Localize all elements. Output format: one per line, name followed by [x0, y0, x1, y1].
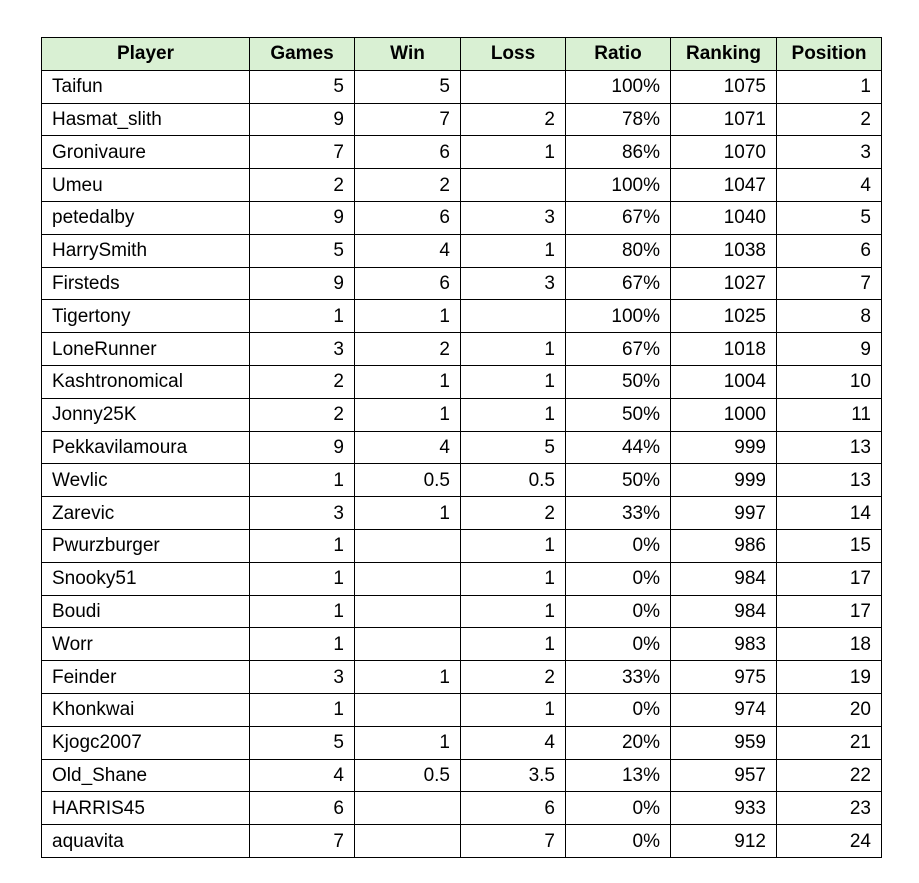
cell-ranking: 986: [671, 529, 777, 562]
cell-ranking: 1025: [671, 300, 777, 333]
column-header-loss: Loss: [461, 38, 566, 71]
cell-player: Worr: [42, 628, 250, 661]
table-row: [42, 562, 882, 595]
column-header-position: Position: [777, 38, 882, 71]
cell-loss: 1: [461, 628, 566, 661]
cell-position: 2: [777, 103, 882, 136]
cell-player: Wevlic: [42, 464, 250, 497]
cell-win: 6: [355, 201, 461, 234]
cell-ratio: 0%: [566, 792, 671, 825]
cell-player: Gronivaure: [42, 136, 250, 169]
cell-ranking: 997: [671, 497, 777, 530]
cell-position: 3: [777, 136, 882, 169]
table-body: [42, 70, 882, 857]
cell-ranking: 975: [671, 661, 777, 694]
cell-ranking: 974: [671, 693, 777, 726]
cell-position: 13: [777, 464, 882, 497]
cell-player: Old_Shane: [42, 759, 250, 792]
cell-ratio: 20%: [566, 726, 671, 759]
table-row: [42, 201, 882, 234]
cell-games: 9: [250, 431, 355, 464]
cell-ranking: 999: [671, 431, 777, 464]
cell-loss: 2: [461, 661, 566, 694]
cell-ranking: 959: [671, 726, 777, 759]
cell-win: [355, 628, 461, 661]
cell-ratio: 0%: [566, 693, 671, 726]
cell-position: 19: [777, 661, 882, 694]
cell-ratio: 0%: [566, 595, 671, 628]
cell-player: Firsteds: [42, 267, 250, 300]
cell-position: 11: [777, 398, 882, 431]
cell-loss: 4: [461, 726, 566, 759]
cell-player: Pwurzburger: [42, 529, 250, 562]
table-row: [42, 267, 882, 300]
cell-position: 23: [777, 792, 882, 825]
table-row: [42, 431, 882, 464]
cell-loss: [461, 169, 566, 202]
cell-ranking: 1040: [671, 201, 777, 234]
table-row: [42, 595, 882, 628]
cell-ratio: 100%: [566, 169, 671, 202]
cell-position: 8: [777, 300, 882, 333]
cell-loss: 1: [461, 398, 566, 431]
cell-win: [355, 562, 461, 595]
cell-games: 9: [250, 267, 355, 300]
cell-position: 14: [777, 497, 882, 530]
table-row: [42, 792, 882, 825]
cell-player: Hasmat_slith: [42, 103, 250, 136]
cell-loss: 2: [461, 103, 566, 136]
standings-table: [41, 37, 882, 858]
cell-player: Tigertony: [42, 300, 250, 333]
cell-ratio: 0%: [566, 628, 671, 661]
cell-ratio: 50%: [566, 365, 671, 398]
cell-games: 4: [250, 759, 355, 792]
cell-ranking: 1038: [671, 234, 777, 267]
cell-player: HarrySmith: [42, 234, 250, 267]
table-row: [42, 759, 882, 792]
cell-win: 4: [355, 431, 461, 464]
cell-ratio: 0%: [566, 825, 671, 858]
cell-position: 17: [777, 595, 882, 628]
cell-loss: [461, 300, 566, 333]
cell-win: 1: [355, 497, 461, 530]
table-row: [42, 464, 882, 497]
cell-ratio: 100%: [566, 300, 671, 333]
cell-ranking: 912: [671, 825, 777, 858]
cell-player: Taifun: [42, 70, 250, 103]
cell-position: 7: [777, 267, 882, 300]
cell-win: [355, 529, 461, 562]
cell-ranking: 999: [671, 464, 777, 497]
cell-games: 1: [250, 300, 355, 333]
cell-win: [355, 693, 461, 726]
cell-ranking: 1071: [671, 103, 777, 136]
cell-win: [355, 825, 461, 858]
cell-player: Boudi: [42, 595, 250, 628]
cell-win: [355, 792, 461, 825]
cell-ranking: 957: [671, 759, 777, 792]
table-row: [42, 693, 882, 726]
cell-win: 1: [355, 726, 461, 759]
cell-games: 2: [250, 398, 355, 431]
cell-ratio: 67%: [566, 201, 671, 234]
table-row: [42, 333, 882, 366]
cell-player: Pekkavilamoura: [42, 431, 250, 464]
cell-ranking: 1075: [671, 70, 777, 103]
cell-ranking: 1004: [671, 365, 777, 398]
cell-ratio: 33%: [566, 497, 671, 530]
cell-position: 24: [777, 825, 882, 858]
table-row: [42, 300, 882, 333]
cell-ranking: 984: [671, 562, 777, 595]
cell-games: 1: [250, 529, 355, 562]
cell-position: 21: [777, 726, 882, 759]
cell-player: Feinder: [42, 661, 250, 694]
cell-position: 5: [777, 201, 882, 234]
cell-player: Snooky51: [42, 562, 250, 595]
cell-position: 18: [777, 628, 882, 661]
cell-win: 2: [355, 169, 461, 202]
cell-games: 5: [250, 726, 355, 759]
cell-loss: 3.5: [461, 759, 566, 792]
cell-ratio: 0%: [566, 529, 671, 562]
cell-win: 0.5: [355, 464, 461, 497]
cell-win: 4: [355, 234, 461, 267]
cell-player: Kjogc2007: [42, 726, 250, 759]
cell-loss: 1: [461, 333, 566, 366]
cell-win: [355, 595, 461, 628]
cell-loss: 6: [461, 792, 566, 825]
cell-ratio: 0%: [566, 562, 671, 595]
cell-games: 1: [250, 693, 355, 726]
cell-ratio: 86%: [566, 136, 671, 169]
cell-loss: 1: [461, 529, 566, 562]
cell-win: 6: [355, 136, 461, 169]
cell-loss: 1: [461, 595, 566, 628]
column-header-ranking: Ranking: [671, 38, 777, 71]
cell-player: Zarevic: [42, 497, 250, 530]
column-header-ratio: Ratio: [566, 38, 671, 71]
cell-win: 1: [355, 398, 461, 431]
cell-win: 1: [355, 300, 461, 333]
column-header-games: Games: [250, 38, 355, 71]
cell-player: Kashtronomical: [42, 365, 250, 398]
cell-loss: [461, 70, 566, 103]
cell-loss: 1: [461, 562, 566, 595]
cell-games: 5: [250, 234, 355, 267]
table-row: [42, 628, 882, 661]
cell-games: 1: [250, 562, 355, 595]
cell-loss: 1: [461, 234, 566, 267]
cell-position: 6: [777, 234, 882, 267]
cell-ranking: 1047: [671, 169, 777, 202]
cell-games: 7: [250, 825, 355, 858]
cell-position: 1: [777, 70, 882, 103]
cell-games: 3: [250, 333, 355, 366]
cell-games: 9: [250, 201, 355, 234]
cell-ratio: 67%: [566, 333, 671, 366]
cell-position: 22: [777, 759, 882, 792]
cell-position: 15: [777, 529, 882, 562]
cell-loss: 1: [461, 693, 566, 726]
cell-position: 10: [777, 365, 882, 398]
cell-loss: 0.5: [461, 464, 566, 497]
cell-position: 9: [777, 333, 882, 366]
cell-player: LoneRunner: [42, 333, 250, 366]
cell-games: 3: [250, 661, 355, 694]
cell-ranking: 984: [671, 595, 777, 628]
cell-ratio: 67%: [566, 267, 671, 300]
cell-player: Khonkwai: [42, 693, 250, 726]
cell-position: 17: [777, 562, 882, 595]
cell-player: aquavita: [42, 825, 250, 858]
cell-ranking: 933: [671, 792, 777, 825]
table-row: [42, 234, 882, 267]
table-row: [42, 497, 882, 530]
cell-player: petedalby: [42, 201, 250, 234]
cell-win: 5: [355, 70, 461, 103]
cell-ratio: 50%: [566, 464, 671, 497]
cell-ratio: 78%: [566, 103, 671, 136]
cell-ratio: 100%: [566, 70, 671, 103]
cell-player: Jonny25K: [42, 398, 250, 431]
header-row: [42, 38, 882, 71]
cell-win: 1: [355, 365, 461, 398]
cell-ranking: 1000: [671, 398, 777, 431]
cell-loss: 3: [461, 201, 566, 234]
cell-loss: 7: [461, 825, 566, 858]
cell-position: 4: [777, 169, 882, 202]
column-header-win: Win: [355, 38, 461, 71]
cell-ranking: 983: [671, 628, 777, 661]
cell-position: 13: [777, 431, 882, 464]
cell-games: 3: [250, 497, 355, 530]
table-row: [42, 825, 882, 858]
cell-games: 1: [250, 464, 355, 497]
cell-loss: 1: [461, 136, 566, 169]
cell-ratio: 80%: [566, 234, 671, 267]
cell-games: 1: [250, 595, 355, 628]
cell-ranking: 1027: [671, 267, 777, 300]
cell-ranking: 1070: [671, 136, 777, 169]
table-row: [42, 70, 882, 103]
table-row: [42, 398, 882, 431]
cell-ratio: 13%: [566, 759, 671, 792]
cell-ratio: 44%: [566, 431, 671, 464]
table-row: [42, 726, 882, 759]
cell-games: 2: [250, 365, 355, 398]
cell-ratio: 33%: [566, 661, 671, 694]
column-header-player: Player: [42, 38, 250, 71]
cell-loss: 2: [461, 497, 566, 530]
table-row: [42, 365, 882, 398]
table-row: [42, 103, 882, 136]
table-row: [42, 529, 882, 562]
cell-win: 1: [355, 661, 461, 694]
cell-win: 6: [355, 267, 461, 300]
cell-loss: 5: [461, 431, 566, 464]
cell-games: 6: [250, 792, 355, 825]
cell-loss: 3: [461, 267, 566, 300]
table-row: [42, 661, 882, 694]
cell-position: 20: [777, 693, 882, 726]
cell-games: 1: [250, 628, 355, 661]
cell-win: 7: [355, 103, 461, 136]
cell-player: Umeu: [42, 169, 250, 202]
cell-ratio: 50%: [566, 398, 671, 431]
cell-games: 9: [250, 103, 355, 136]
cell-games: 2: [250, 169, 355, 202]
cell-ranking: 1018: [671, 333, 777, 366]
cell-games: 7: [250, 136, 355, 169]
table-row: [42, 136, 882, 169]
cell-player: HARRIS45: [42, 792, 250, 825]
cell-win: 0.5: [355, 759, 461, 792]
table-row: [42, 169, 882, 202]
cell-win: 2: [355, 333, 461, 366]
cell-loss: 1: [461, 365, 566, 398]
cell-games: 5: [250, 70, 355, 103]
